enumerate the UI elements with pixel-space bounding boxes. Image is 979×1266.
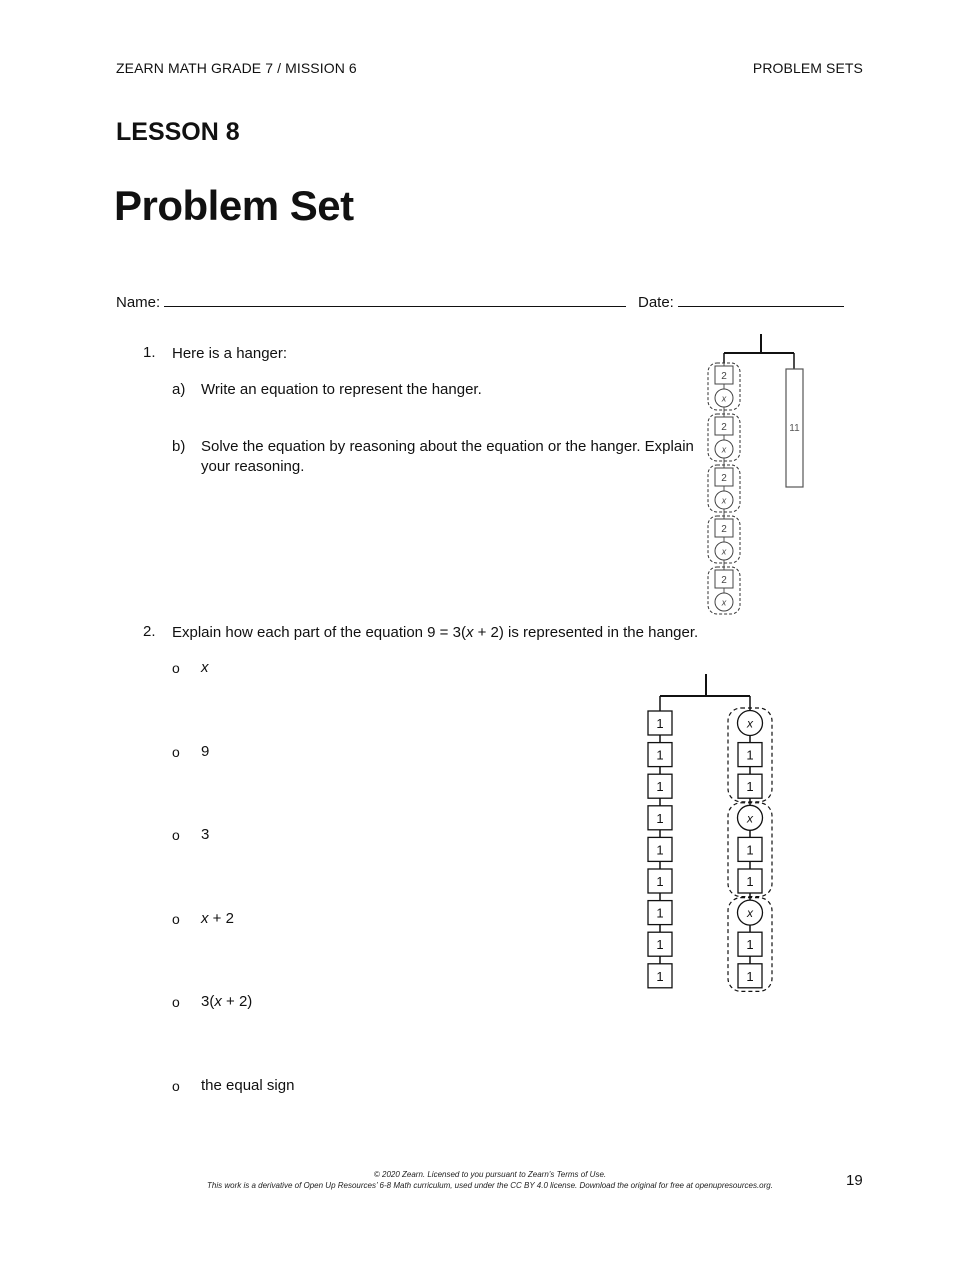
item-x-plus-2: x + 2 [201, 910, 234, 927]
hanger2-left-blocks [648, 711, 672, 988]
hanger2-right-groups [728, 708, 772, 991]
hanger-diagram-1 [700, 330, 815, 615]
lesson-label: LESSON 8 [116, 118, 240, 146]
hanger1-variable-label: x [721, 546, 727, 557]
hanger2-unit-label: 1 [656, 968, 664, 984]
name-blank[interactable] [164, 292, 626, 307]
hanger2-unit-label: 1 [746, 874, 754, 889]
hanger2-unit-label: 1 [656, 716, 664, 731]
footer-copyright: © 2020 Zearn. Licensed to you pursuant to Zearn’s Terms of Use. [373, 1170, 607, 1179]
hanger1-value-label: 2 [721, 524, 727, 535]
date-blank[interactable] [678, 292, 844, 307]
name-label: Name: [116, 294, 161, 311]
bullet-icon: o [172, 1078, 180, 1094]
hanger2-variable-label: x [747, 716, 753, 731]
hanger1-right-weight-label: 11 [789, 423, 800, 434]
q2-prompt-after: + 2) is represented in the hanger. [473, 624, 699, 641]
hanger2-unit-label: 1 [746, 937, 754, 953]
bullet-icon: o [172, 994, 180, 1010]
date-field[interactable] [638, 292, 844, 311]
q2-prompt-before: Explain how each part of the equation 9 = 3( [172, 624, 466, 641]
hanger1-variable-label: x [721, 444, 727, 455]
hanger2-unit-label: 1 [656, 874, 664, 889]
running-header-right: PROBLEM SETS [752, 60, 863, 76]
hanger2-variable-label: x [747, 811, 753, 826]
item-nine: 9 [201, 743, 210, 760]
bullet-icon: o [172, 911, 180, 927]
hanger1-value-label: 2 [721, 473, 727, 484]
hanger2-unit-label: 1 [746, 779, 754, 795]
page-title: Problem Set [114, 182, 354, 229]
page-number: 19 [846, 1172, 863, 1189]
name-field[interactable] [116, 292, 626, 311]
q2-number: 2. [143, 623, 156, 640]
hanger2-unit-label: 1 [746, 842, 754, 858]
hanger1-variable-label: x [721, 393, 727, 404]
date-label: Date: [638, 294, 674, 311]
hanger2-variable-label: x [747, 906, 753, 921]
running-header-left: ZEARN MATH GRADE 7 / MISSION 6 [116, 60, 357, 76]
hanger1-variable-label: x [721, 495, 727, 506]
q2-prompt-variable: x [465, 624, 474, 641]
hanger2-unit-label: 1 [656, 810, 664, 826]
item-three: 3 [201, 826, 210, 843]
hanger2-unit-label: 1 [656, 937, 664, 953]
hanger1-variable-label: x [721, 597, 727, 608]
hanger1-value-label: 2 [721, 575, 727, 586]
hanger2-unit-label: 1 [656, 747, 664, 763]
hanger2-unit-label: 1 [656, 905, 664, 921]
hanger-diagram-2 [640, 670, 785, 1000]
footer-license: This work is a derivative of Open Up Resources’ 6-8 Math curriculum, used under the CC BY 4.0 license. Download the original for free at openupresources.org. [207, 1181, 773, 1190]
q1-prompt: Here is a hanger: [172, 345, 288, 362]
hanger1-value-label: 2 [721, 422, 727, 433]
hanger2-unit-label: 1 [656, 779, 664, 795]
q1b-label: b) [172, 438, 186, 455]
footer [150, 1169, 830, 1191]
q1-number: 1. [143, 344, 156, 361]
bullet-icon: o [172, 660, 180, 676]
hanger1-value-label: 2 [721, 371, 727, 382]
q1a-prompt: Write an equation to represent the hanger. [201, 381, 482, 398]
bullet-icon: o [172, 827, 180, 843]
q1a-label: a) [172, 381, 186, 398]
bullet-icon: o [172, 744, 180, 760]
item-x: x [201, 659, 209, 676]
q1b-prompt: Solve the equation by reasoning about the equation or the hanger. Explain your reasoning. [201, 438, 694, 475]
hanger2-unit-label: 1 [746, 747, 754, 763]
q2-prompt [172, 623, 698, 643]
hanger2-unit-label: 1 [656, 842, 664, 858]
item-equal-sign: the equal sign [201, 1077, 295, 1094]
item-3-times: 3(x + 2) [201, 993, 253, 1010]
hanger2-unit-label: 1 [746, 968, 754, 984]
